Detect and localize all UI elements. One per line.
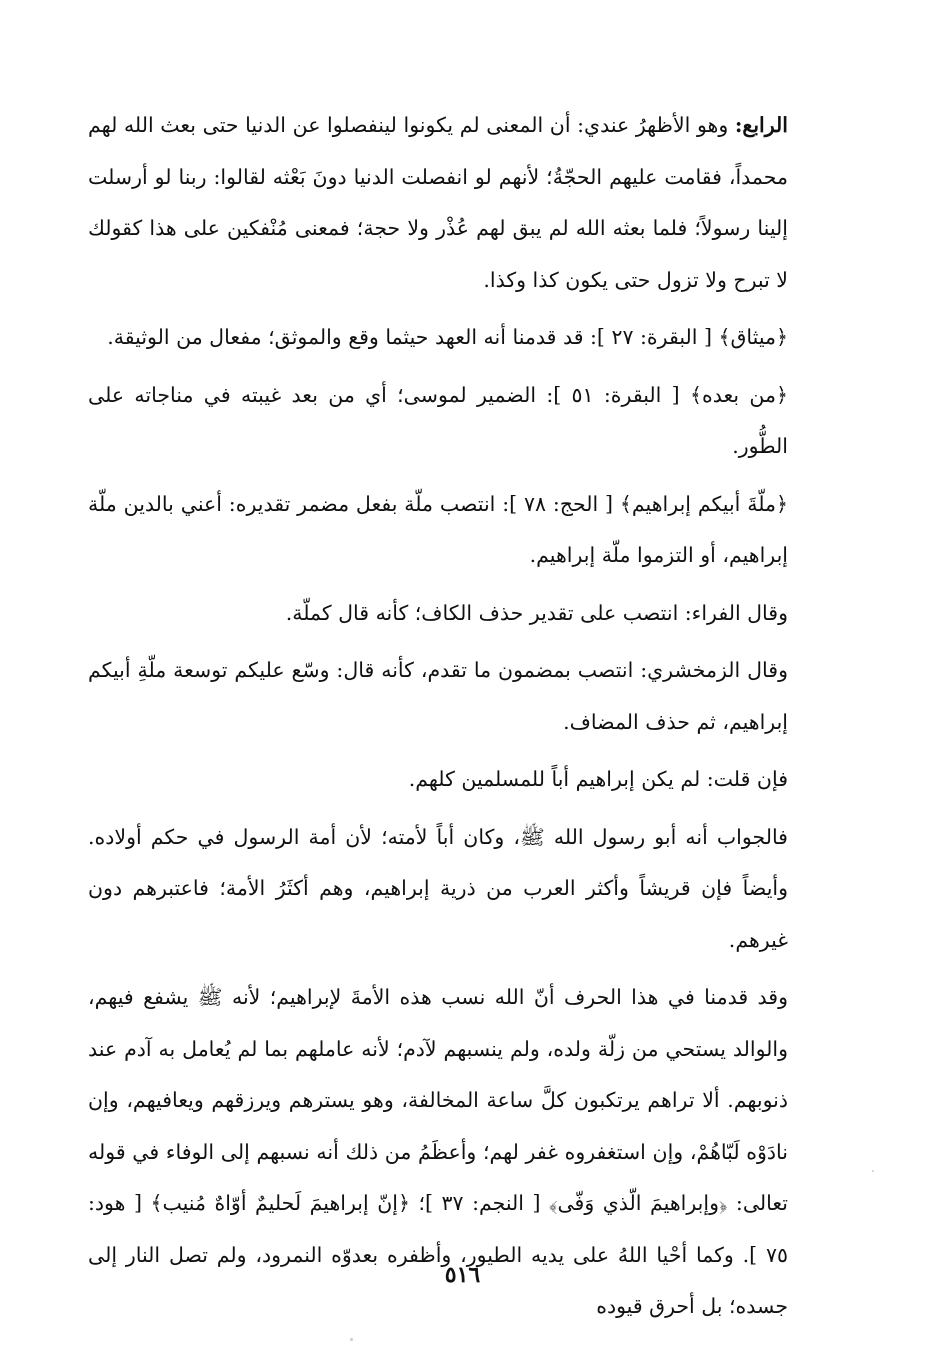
scan-speck bbox=[872, 1170, 874, 1172]
paragraph-al-zamakhshari bbox=[88, 645, 788, 748]
paragraph-text: ﴿ميثاق﴾ [ البقرة: ٢٧ ]: قد قدمنا أنه العهد حيثما وقع والموثق؛ مفعال من الوثيقة. bbox=[107, 325, 788, 349]
paragraph-lead: الرابع: bbox=[734, 113, 788, 137]
paragraph-answer bbox=[88, 812, 788, 967]
paragraph-text: ﴿من بعده﴾ [ البقرة: ٥١ ]: الضمير لموسى؛ أي من بعد غيبته في مناجاته على الطُّور. bbox=[88, 382, 788, 458]
paragraph-fourth-opinion bbox=[88, 100, 788, 306]
paragraph-text: فإن قلت: لم يكن إبراهيم أباً للمسلمين كلهم. bbox=[408, 767, 788, 791]
scan-speck bbox=[350, 1338, 353, 1341]
paragraph-text: وقال الزمخشري: انتصب بمضمون ما تقدم، كأنه قال: وسّع عليكم توسعة ملّةِ أبيكم إبراهيم، ثم حذف المضاف. bbox=[88, 658, 788, 734]
paragraph-min-badihi bbox=[88, 370, 788, 473]
page-body bbox=[88, 100, 788, 1339]
paragraph-mithaq bbox=[88, 312, 788, 364]
paragraph-text: ﴿ملّةَ أبيكم إبراهيم﴾ [ الحج: ٧٨ ]: انتصب ملّة بفعل مضمر تقديره: أعني بالدين ملّة إبراهيم، أو التزموا ملّة إبراهيم. bbox=[88, 491, 788, 567]
page-number: ٥١٦ bbox=[444, 1262, 481, 1288]
paragraph-millata-abikum bbox=[88, 479, 788, 582]
paragraph-text: فالجواب أنه أبو رسول الله ﷺ، وكان أباً لأمته؛ لأن أمة الرسول في حكم أولاده. وأيضاً فإن قريشاً وأكثر العرب من ذرية إبراهيم، وهم أكثَرُ الأمة؛ فاعتبرهم دون غيرهم. bbox=[88, 824, 788, 952]
paragraph-text: وهو الأظهرُ عندي: أن المعنى لم يكونوا لينفصلوا عن الدنيا حتى بعث الله لهم محمداً، فقامت عليهم الحجّةُ؛ لأنهم لو انفصلت الدنيا دونَ بَعْثه لقالوا: ربنا لو أرسلت إلينا رسولاً؛ فلما بعثه الله لم يبق لهم عُذْر ولا حجة؛ فمعنى مُنْفكين على هذا كقولك لا تبرح ولا تزول حتى يكون كذا وكذا. bbox=[88, 113, 788, 292]
paragraph-text: وقال الفراء: انتصب على تقدير حذف الكاف؛ كأنه قال كملّة. bbox=[285, 600, 788, 625]
paragraph-text: وقد قدمنا في هذا الحرف أنّ الله نسب هذه الأمةَ لإبراهيم؛ لأنه ﷺ يشفع فيهم، والوالد يستحي من زلّة ولده، ولم ينسبهم لآدم؛ لأنه عاملهم بما لم يُعامل به آدم عند ذنوبهم. ألا تراهم يرتكبون كلَّ ساعة المخالفة، وهو يسترهم ويرزقهم ويعافيهم، وإن نادَوْه لَبّاهُمْ، وإن استغفروه غفر لهم؛ وأعظَمُ من ذلك أنه نسبهم إلى الوفاء في قوله تعالى: ﴿وإبراهيمَ الّذي وَفّى﴾ [ النجم: ٣٧ ]؛ ﴿إنّ إبراهيمَ لَحليمٌ أوّاهٌ مُنيب﴾ [ هود: ٧٥ ]. وكما أحْيا اللهُ على يديه الطيور، وأظفره بعدوّه النمرود، ولم تصل النار إلى جسده؛ بل أحرق قيوده bbox=[88, 985, 788, 1318]
paragraph-question bbox=[88, 754, 788, 806]
paragraph-al-farra bbox=[88, 588, 788, 640]
